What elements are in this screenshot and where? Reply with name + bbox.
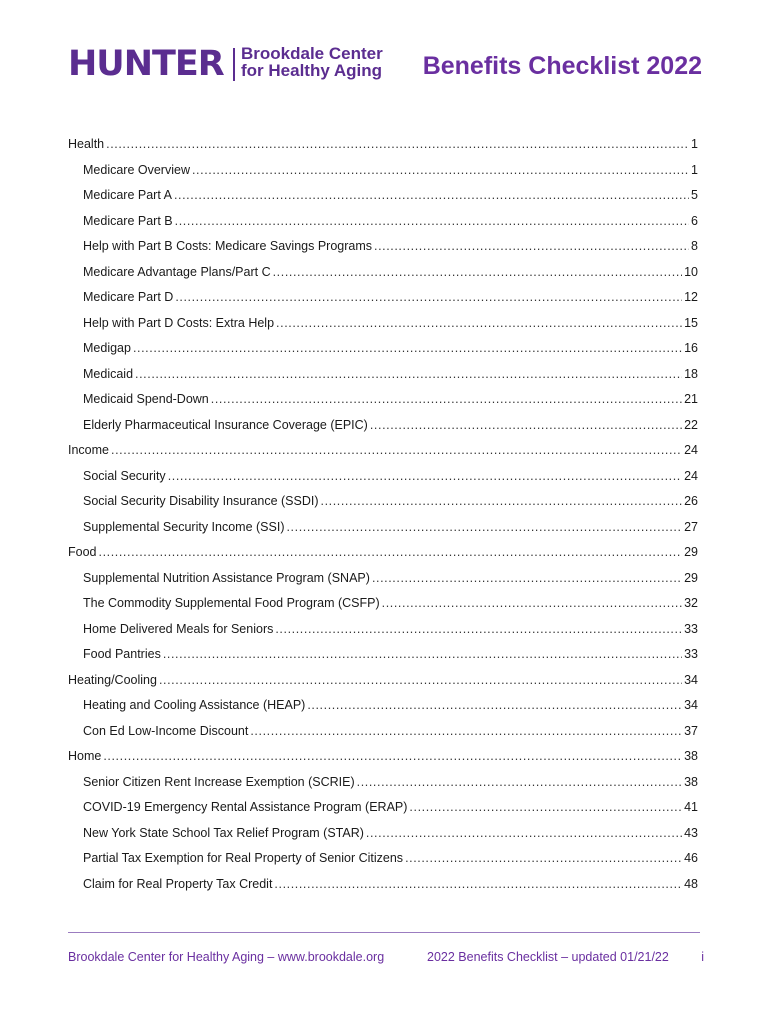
toc-entry-label: Medigap <box>83 341 131 355</box>
toc-page-number: 18 <box>684 366 698 381</box>
toc-dot-leader <box>275 617 682 643</box>
table-of-contents <box>68 132 698 897</box>
toc-dot-leader <box>163 642 682 668</box>
toc-page-number: 21 <box>684 392 698 406</box>
toc-page-number: 33 <box>684 621 698 636</box>
toc-dot-leader <box>135 362 682 388</box>
toc-dot-leader <box>372 566 682 592</box>
toc-entry[interactable] <box>68 770 698 796</box>
toc-entry-label: The Commodity Supplemental Food Program (CSFP) <box>83 596 380 610</box>
toc-entry-label: Heating and Cooling Assistance (HEAP) <box>83 698 306 712</box>
toc-entry-label: Help with Part B Costs: Medicare Savings Programs <box>83 239 372 253</box>
toc-entry-label: Supplemental Security Income (SSI) <box>83 519 285 534</box>
toc-page-number: 46 <box>684 851 698 865</box>
toc-entry[interactable] <box>68 387 698 413</box>
toc-page-number: 38 <box>684 774 698 789</box>
toc-dot-leader <box>99 540 683 566</box>
footer-page-number: i <box>701 950 704 964</box>
toc-page-number: 34 <box>684 698 698 712</box>
page-title: Benefits Checklist 2022 <box>422 52 702 80</box>
toc-dot-leader <box>273 260 682 286</box>
toc-dot-leader <box>133 336 682 362</box>
toc-entry-label: Home <box>68 749 102 763</box>
toc-section-entry[interactable] <box>68 132 698 158</box>
toc-entry[interactable] <box>68 183 698 209</box>
toc-dot-leader <box>321 489 683 515</box>
toc-page-number: 6 <box>691 213 698 228</box>
toc-section-entry[interactable] <box>68 744 698 770</box>
toc-dot-leader <box>211 387 682 413</box>
toc-entry[interactable] <box>68 234 698 260</box>
toc-dot-leader <box>111 438 682 464</box>
toc-entry[interactable] <box>68 591 698 617</box>
toc-entry-label: Income <box>68 443 109 457</box>
toc-entry[interactable] <box>68 311 698 337</box>
toc-dot-leader <box>174 183 689 209</box>
toc-entry-label: Help with Part D Costs: Extra Help <box>83 315 275 330</box>
toc-entry[interactable] <box>68 719 698 745</box>
toc-entry[interactable] <box>68 336 698 362</box>
toc-entry[interactable] <box>68 642 698 668</box>
toc-entry-label: Food Pantries <box>83 647 161 661</box>
toc-page-number: 33 <box>684 647 698 661</box>
toc-dot-leader <box>357 770 682 796</box>
toc-page-number: 1 <box>691 137 698 151</box>
toc-entry-label: Medicare Advantage Plans/Part C <box>83 264 271 279</box>
toc-entry[interactable] <box>68 566 698 592</box>
toc-entry-label: Food <box>68 545 97 559</box>
toc-entry-label: Con Ed Low-Income Discount <box>83 723 249 738</box>
toc-entry-label: Elderly Pharmaceutical Insurance Coverage (EPIC) <box>83 417 368 432</box>
toc-page-number: 15 <box>684 315 698 330</box>
toc-dot-leader <box>405 846 682 872</box>
toc-entry[interactable] <box>68 413 698 439</box>
toc-page-number: 29 <box>684 545 698 559</box>
page-footer <box>68 950 704 968</box>
toc-entry-label: New York State School Tax Relief Program (STAR) <box>83 825 364 840</box>
toc-dot-leader <box>175 209 689 235</box>
toc-dot-leader <box>250 719 682 745</box>
logo-line-2: for Healthy Aging <box>241 61 383 80</box>
toc-dot-leader <box>274 872 682 898</box>
toc-entry[interactable] <box>68 515 698 541</box>
toc-entry[interactable] <box>68 617 698 643</box>
toc-section-entry[interactable] <box>68 540 698 566</box>
toc-entry-label: Health <box>68 137 105 151</box>
toc-page-number: 34 <box>684 672 698 687</box>
toc-entry-label: Home Delivered Meals for Seniors <box>83 621 274 636</box>
toc-page-number: 24 <box>684 443 698 457</box>
toc-dot-leader <box>374 234 689 260</box>
toc-page-number: 10 <box>684 264 698 279</box>
brookdale-logo-text <box>241 45 383 79</box>
toc-page-number: 5 <box>691 188 698 202</box>
toc-dot-leader <box>382 591 682 617</box>
toc-dot-leader <box>103 744 682 770</box>
toc-entry-label: Supplemental Nutrition Assistance Program (SNAP) <box>83 570 370 585</box>
toc-page-number: 1 <box>691 162 698 177</box>
toc-dot-leader <box>192 158 689 184</box>
toc-page-number: 41 <box>684 800 698 814</box>
toc-dot-leader <box>370 413 682 439</box>
toc-entry[interactable] <box>68 158 698 184</box>
toc-entry-label: Medicaid <box>83 366 134 381</box>
toc-page-number: 24 <box>684 468 698 483</box>
toc-entry[interactable] <box>68 362 698 388</box>
toc-entry-label: Heating/Cooling <box>68 672 157 687</box>
toc-page-number: 48 <box>684 876 698 891</box>
toc-page-number: 26 <box>684 494 698 508</box>
toc-entry-label: Medicare Part D <box>83 290 174 304</box>
toc-dot-leader <box>286 515 682 541</box>
toc-page-number: 27 <box>684 519 698 534</box>
toc-page-number: 12 <box>684 290 698 304</box>
toc-page-number: 22 <box>684 417 698 432</box>
document-header <box>68 44 708 84</box>
toc-entry-label: COVID-19 Emergency Rental Assistance Program (ERAP) <box>83 800 408 814</box>
toc-dot-leader <box>409 795 682 821</box>
hunter-logo: HUNTER <box>68 44 224 84</box>
toc-entry-label: Medicare Part A <box>83 188 172 202</box>
toc-entry[interactable] <box>68 260 698 286</box>
toc-page-number: 16 <box>684 341 698 355</box>
toc-page-number: 32 <box>684 596 698 610</box>
toc-page-number: 38 <box>684 749 698 763</box>
toc-entry-label: Medicaid Spend-Down <box>83 392 209 406</box>
toc-entry-label: Medicare Part B <box>83 213 173 228</box>
toc-entry-label: Social Security <box>83 468 166 483</box>
toc-entry-label: Partial Tax Exemption for Real Property of Senior Citizens <box>83 851 404 865</box>
toc-entry[interactable] <box>68 872 698 898</box>
logo-divider <box>233 48 235 81</box>
toc-page-number: 37 <box>684 723 698 738</box>
toc-dot-leader <box>307 693 682 719</box>
toc-entry[interactable] <box>68 209 698 235</box>
toc-entry-label: Senior Citizen Rent Increase Exemption (SCRIE) <box>83 774 355 789</box>
toc-entry-label: Claim for Real Property Tax Credit <box>83 876 273 891</box>
toc-dot-leader <box>168 464 682 490</box>
footer-divider <box>68 932 700 933</box>
footer-checklist-date: 2022 Benefits Checklist – updated 01/21/22 <box>427 950 669 964</box>
toc-entry[interactable] <box>68 846 698 872</box>
toc-entry-label: Medicare Overview <box>83 162 190 177</box>
footer-organization: Brookdale Center for Healthy Aging – www.brookdale.org <box>68 950 385 964</box>
toc-entry[interactable] <box>68 285 698 311</box>
toc-entry[interactable] <box>68 821 698 847</box>
toc-dot-leader <box>159 668 682 694</box>
toc-entry-label: Social Security Disability Insurance (SSDI) <box>83 494 319 508</box>
toc-dot-leader <box>106 132 689 158</box>
toc-dot-leader <box>175 285 682 311</box>
toc-entry[interactable] <box>68 489 698 515</box>
toc-entry[interactable] <box>68 693 698 719</box>
toc-entry[interactable] <box>68 464 698 490</box>
toc-section-entry[interactable] <box>68 668 698 694</box>
toc-section-entry[interactable] <box>68 438 698 464</box>
toc-page-number: 29 <box>684 570 698 585</box>
toc-entry[interactable] <box>68 795 698 821</box>
toc-page-number: 8 <box>691 239 698 253</box>
logo-line-1: Brookdale Center <box>241 44 383 63</box>
toc-dot-leader <box>276 311 682 337</box>
toc-page-number: 43 <box>684 825 698 840</box>
toc-dot-leader <box>366 821 682 847</box>
